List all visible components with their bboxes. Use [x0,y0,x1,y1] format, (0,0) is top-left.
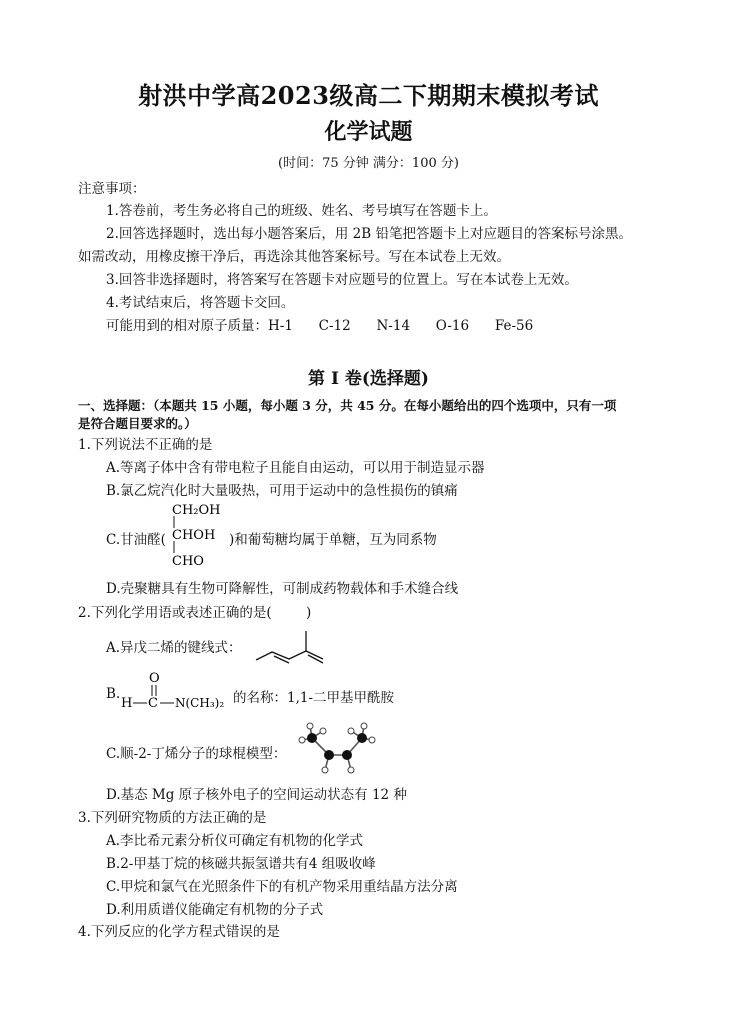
dimethylformamide-structure [118,670,233,712]
glyceraldehyde-row-1: CH₂OH [172,503,221,518]
note-2a: 2.回答选择题时，选出每小题答案后，用 2B 铅笔把答题卡上对应题目的答案标号涂黑。 [106,226,632,242]
carbonyl-carbon: C [148,696,158,711]
subject-title: 化学试题 [324,119,413,145]
q1-stem: 1.下列说法不正确的是 [78,437,213,453]
glyceraldehyde-row-2: CHOH [172,528,216,543]
q2-option-d: D.基态 Mg 原子核外电子的空间运动状态有 12 种 [106,787,407,803]
q2-option-a: A.异戊二烯的键线式： [106,640,242,656]
q3-option-b: B.2-甲基丁烷的核磁共振氢谱共有4 组吸收峰 [106,856,376,872]
section-instructions-b: 是符合题目要求的。） [78,416,197,431]
cis-2-butene-ball-stick-model [296,722,378,778]
time-score-info: (时间：75 分钟 满分：100 分) [278,156,459,171]
q3-option-a: A.李比希元素分析仪可确定有机物的化学式 [106,833,364,849]
q1-option-b: B.氯乙烷汽化时大量吸热，可用于运动中的急性损伤的镇痛 [106,483,458,499]
q4-stem: 4.下列反应的化学方程式错误的是 [78,924,280,940]
q3-option-c: C.甲烷和氯气在光照条件下的有机产物采用重结晶方法分离 [106,879,458,895]
note-1: 1.答卷前，考生务必将自己的班级、姓名、考号填写在答题卡上。 [106,203,497,219]
q1-option-a: A.等离子体中含有带电粒子且能自由运动，可以用于制造显示器 [106,460,485,476]
dimethylamino-group: N(CH₃)₂ [175,696,225,710]
q1-option-c-prefix: C.甘油醛( [106,532,166,548]
q1-option-d: D.壳聚糖具有生物可降解性，可制成药物载体和手术缝合线 [106,581,459,597]
exam-title: 射洪中学高2023级高二下期期末模拟考试 [138,81,599,110]
q2-option-b-suffix: 的名称：1,1-二甲基甲酰胺 [233,690,395,706]
note-3: 3.回答非选择题时，将答案写在答题卡对应题号的位置上。写在本试卷上无效。 [106,272,578,288]
relative-atomic-masses: 可能用到的相对原子质量：H-1 C-12 N-14 O-16 Fe-56 [106,318,534,334]
isoprene-skeletal-formula [252,626,332,666]
q2-option-b-prefix: B. [106,686,121,702]
carbonyl-oxygen: O [149,671,160,686]
glyceraldehyde-structure [168,500,228,572]
q3-stem: 3.下列研究物质的方法正确的是 [78,810,267,826]
glyceraldehyde-row-3: CHO [172,554,204,569]
q2-option-c: C.顺-2-丁烯分子的球棍模型： [106,746,287,762]
section-title: 第 I 卷(选择题) [308,369,429,389]
formyl-hydrogen: H [121,696,133,711]
notes-heading: 注意事项： [78,181,146,197]
q1-option-c-suffix: )和葡萄糖均属于单糖，互为同系物 [229,532,437,548]
q3-option-d: D.利用质谱仪能确定有机物的分子式 [106,902,324,918]
q2-stem: 2.下列化学用语或表述正确的是( ) [78,605,312,621]
note-2b: 如需改动，用橡皮擦干净后，再选涂其他答案标号。写在本试卷上无效。 [78,249,510,265]
note-4: 4.考试结束后，将答题卡交回。 [106,295,295,311]
section-instructions-a: 一、选择题：（本题共 15 小题，每小题 3 分，共 45 分。在每小题给出的四个选项中，只有一项 [78,398,617,413]
